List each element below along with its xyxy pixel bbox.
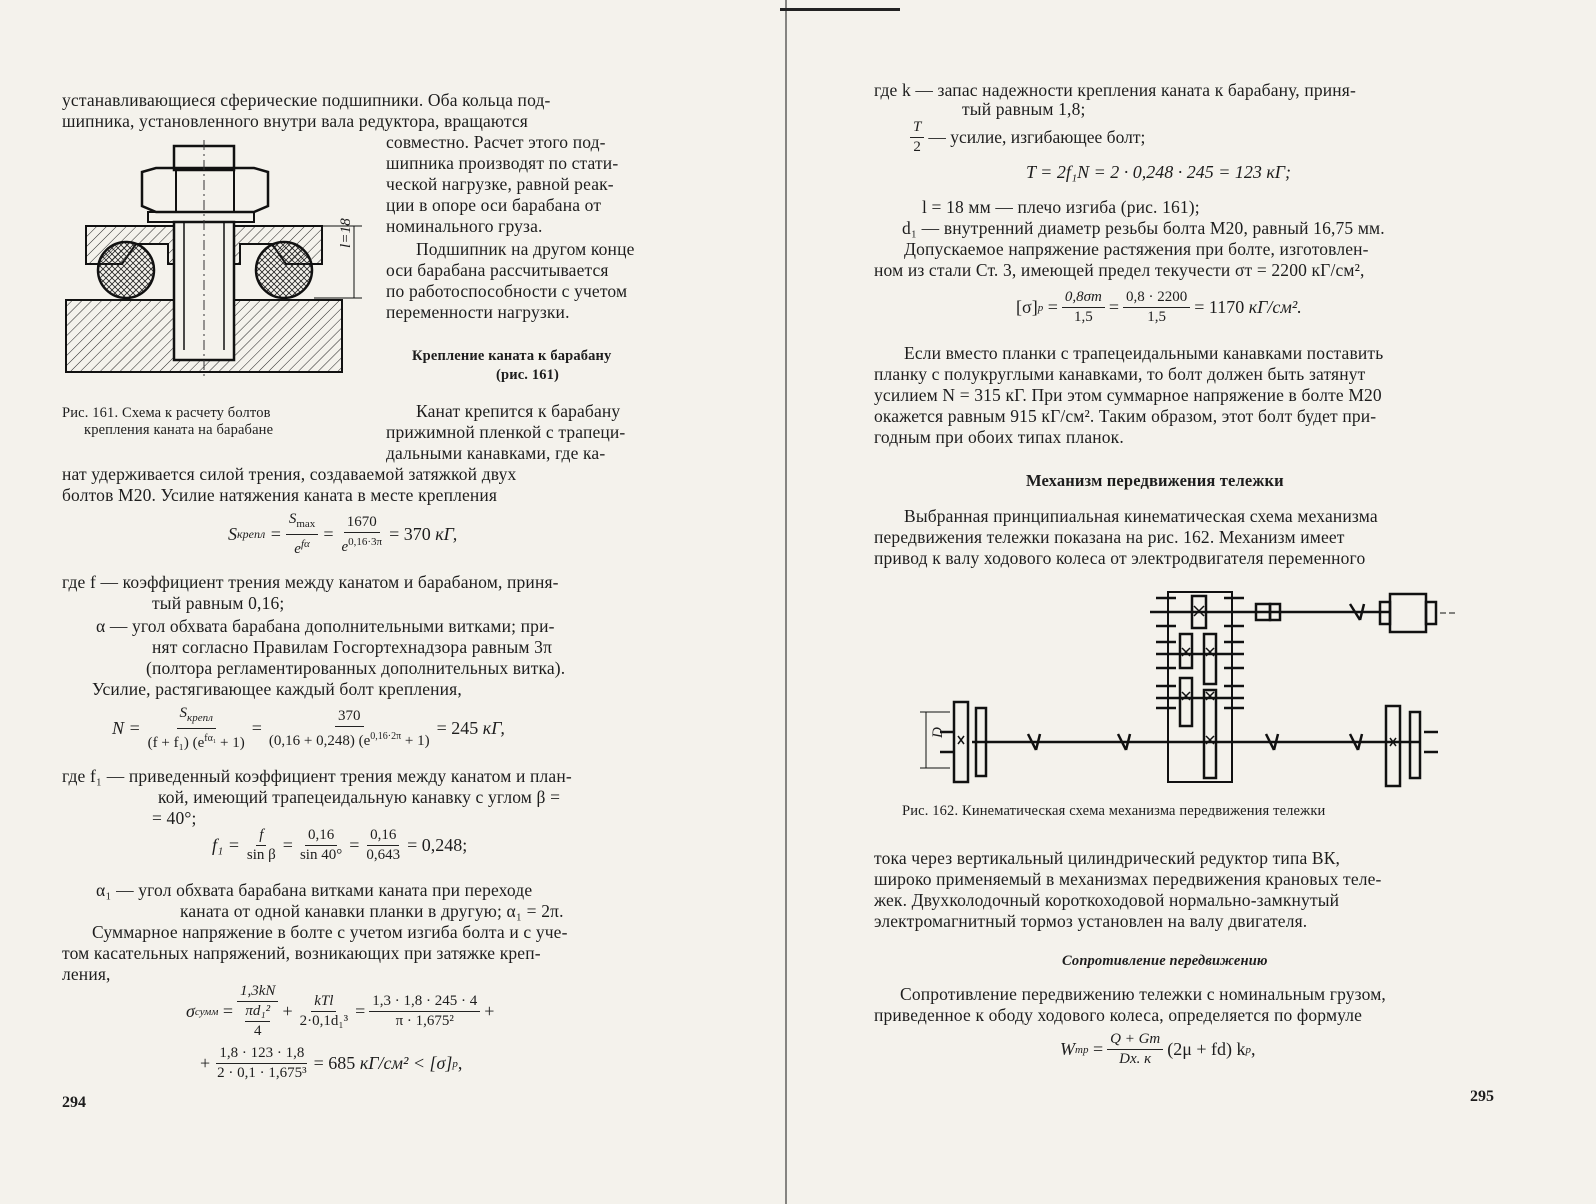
text-line: каната от одной канавки планки в другую; α₁ = 2π. <box>180 901 564 921</box>
figure-caption: крепления каната на барабане <box>84 422 274 438</box>
formula-n: N = $\frac{S_{крепл}}{(f + f_1) (e^{f\alpha_1} + 1)}$ = $\frac{370}{(0,16 + 0,248) (e^{0,16\cdot 2\pi} + 1)}$ = 245 кГ, <box>112 705 505 751</box>
page-number: 295 <box>1470 1088 1494 1105</box>
text-line: окажется равным 915 кГ/см². Таким образом, этот болт будет при- <box>874 406 1377 426</box>
t-half-definition: $\frac{T}{2}$ — усилие, изгибающее болт; <box>906 118 1145 157</box>
text-line: ном из стали Ст. 3, имеющей предел текучести σт = 2200 кГ/см², <box>874 260 1365 280</box>
text-line: передвижения тележки показана на рис. 162. Механизм имеет <box>874 527 1345 547</box>
text-line: тока через вертикальный цилиндрический редуктор типа ВК, <box>874 848 1341 868</box>
text-line: дальными канавками, где ка- <box>386 443 606 463</box>
formula-w-tr: W тр = $\frac{Q + Gт}{Dх. к}$ (2μ + fd) k р , <box>1060 1031 1256 1067</box>
text-line: широко применяемый в механизмах передвижения крановых теле- <box>874 869 1382 889</box>
text-line: оси барабана рассчитывается <box>386 260 609 280</box>
text-line: усилием N = 315 кГ. При этом суммарное напряжение в болте М20 <box>874 385 1382 405</box>
text-line: Суммарное напряжение в болте с учетом изгиба болта и с уче- <box>92 922 568 942</box>
text-line: годным при обоих типах планок. <box>874 427 1124 447</box>
text-line: ческой нагрузке, равной реак- <box>386 174 614 194</box>
text-line: α — угол обхвата барабана дополнительными витками; при- <box>96 616 555 636</box>
text-line: номинального груза. <box>386 216 543 236</box>
text-line: нят согласно Правилам Госгортехнадзора равным 3π <box>152 637 553 657</box>
text-line: приведенное к ободу ходового колеса, определяется по формуле <box>874 1005 1363 1025</box>
section-heading: (рис. 161) <box>496 367 560 383</box>
text-line: где k — запас надежности крепления каната к барабану, приня- <box>874 80 1356 100</box>
text-line: электромагнитный тормоз установлен на валу двигателя. <box>874 911 1308 931</box>
formula-f1: f₁ = $\frac{f}{\text{sin β}}$ = $\frac{0,16}{\sin 40^\circ}$ = $\frac{0,16}{0,643}$ = 0,248; <box>212 827 468 863</box>
text-line: привод к валу ходового колеса от электродвигателя переменного <box>874 548 1366 568</box>
text-line: = 40°; <box>152 808 197 828</box>
formula-s-krepl: S крепл = $\frac{S_{max}}{e^{f\alpha}}$ = $\frac{1670}{e^{0,16\cdot 3\pi}}$ = 370 кГ, <box>228 511 458 557</box>
section-heading: Сопротивление передвижению <box>1062 953 1268 969</box>
section-heading: Механизм передвижения тележки <box>1026 471 1284 490</box>
text-line: по работоспособности с учетом <box>386 281 628 301</box>
formula-sigma-continued: + $\frac{1,8 \cdot 123 \cdot 1,8}{\text{2 · 0,1 · 1,675³}}$ = 685 кГ/см² < [σ] р , <box>200 1045 463 1081</box>
text-line: Допускаемое напряжение растяжения при болте, изготовлен- <box>904 239 1369 259</box>
text-line: тый равным 0,16; <box>152 593 285 613</box>
figure-162-dimension-label: D <box>930 727 946 738</box>
formula-t: T = 2f₁N = 2 · 0,248 · 245 = 123 кГ; <box>1026 162 1292 182</box>
page-number: 294 <box>62 1094 86 1111</box>
figure-caption: Рис. 162. Кинематическая схема механизма передвижения тележки <box>902 803 1326 819</box>
text-line: совместно. Расчет этого под- <box>386 132 606 152</box>
text-line: Если вместо планки с трапецеидальными канавками поставить <box>904 343 1384 363</box>
text-line: жек. Двухколодочный короткоходовой нормально-замкнутый <box>874 890 1340 910</box>
text-line: l = 18 мм — плечо изгиба (рис. 161); <box>922 197 1200 217</box>
text-line: планку с полукруглыми канавками, то болт должен быть затянут <box>874 364 1366 384</box>
text-line: d₁ — внутренний диаметр резьбы болта М20, равный 16,75 мм. <box>902 218 1385 238</box>
text-line: (полтора регламентированных дополнительных витка). <box>146 658 566 678</box>
text-line: шипника, установленного внутри вала редуктора, вращаются <box>62 111 528 131</box>
text-line: Сопротивление передвижению тележки с номинальным грузом, <box>900 984 1386 1004</box>
section-heading: Крепление каната к барабану <box>412 348 612 364</box>
right-page <box>790 0 1596 1204</box>
text-line: кой, имеющий трапецеидальную канавку с углом β = <box>158 787 561 807</box>
text-line: шипника производят по стати- <box>386 153 619 173</box>
text-line: Усилие, растягивающее каждый болт крепления, <box>92 679 462 699</box>
text-line: болтов М20. Усилие натяжения каната в месте крепления <box>62 485 498 505</box>
left-page <box>0 0 780 1204</box>
text-line: Подшипник на другом конце <box>416 239 635 259</box>
formula-sigma-summ: σ сумм = 1,3kN πd₁² 4 + $\frac{\text{kTl}}{\text{2·0,1d₁³}}$ = $\frac{1,3 \cdot 1,8 \cdot 245 \cdot 4}{\text{π · 1,675²}}$ + <box>186 983 495 1039</box>
text-line: том касательных напряжений, возникающих при затяжке креп- <box>62 943 541 963</box>
formula-sigma-p: [σ] р = $\frac{0,8\sigma т}{1,5}$ = $\frac{0,8 \cdot 2200}{1,5}$ = 1170 кГ/см². <box>1016 289 1302 325</box>
text-line: устанавливающиеся сферические подшипники. Оба кольца под- <box>62 90 551 110</box>
text-line: нат удерживается силой трения, создаваемой затяжкой двух <box>62 464 517 484</box>
text-line: тый равным 1,8; <box>962 99 1086 119</box>
figure-161-dimension-label: l=18 <box>338 218 354 248</box>
figure-caption: Рис. 161. Схема к расчету болтов <box>62 405 271 421</box>
figure-162-kinematic-scheme <box>920 582 1460 792</box>
text-line: α₁ — угол обхвата барабана витками каната при переходе <box>96 880 533 900</box>
text-line: где f — коэффициент трения между канатом и барабаном, приня- <box>62 572 559 592</box>
text-line: ления, <box>62 964 111 984</box>
book-spine <box>785 0 787 1204</box>
text-line: Выбранная принципиальная кинематическая схема механизма <box>904 506 1378 526</box>
figure-161-bolt-drawing <box>64 140 364 390</box>
text-line: Канат крепится к барабану <box>416 401 621 421</box>
text-line: прижимной пленкой с трапеци- <box>386 422 626 442</box>
text-line: ции в опоре оси барабана от <box>386 195 602 215</box>
text-line: где f₁ — приведенный коэффициент трения между канатом и план- <box>62 766 572 786</box>
text-line: переменности нагрузки. <box>386 302 570 322</box>
